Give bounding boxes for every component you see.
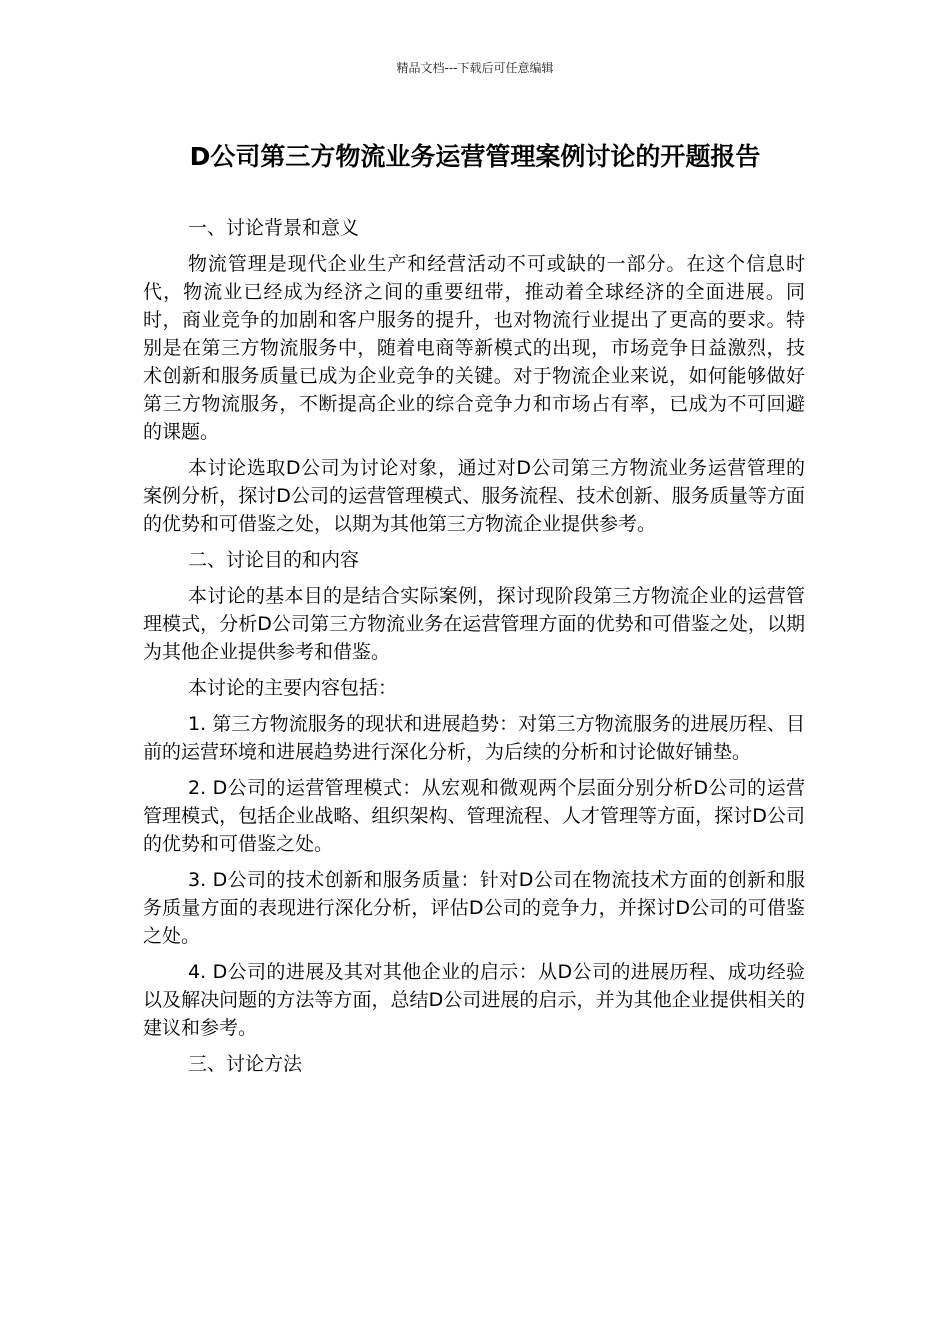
- section-heading-objectives: 二、讨论目的和内容: [188, 549, 360, 571]
- document-title: D公司第三方物流业务运营管理案例讨论的开题报告: [189, 142, 761, 171]
- paragraph: 本讨论选取D公司为讨论对象，通过对D公司第三方物流业务运营管理的案例分析，探讨D公司的运营管理模式、服务流程、技术创新、服务质量等方面的优势和可借鉴之处，以期为其他第三方物流企业提供参考。: [143, 457, 805, 535]
- section-heading-background: 一、讨论背景和意义: [188, 217, 360, 239]
- paragraph: 本讨论的基本目的是结合实际案例，探讨现阶段第三方物流企业的运营管理模式，分析D公司第三方物流业务在运营管理方面的优势和可借鉴之处，以期为其他企业提供参考和借鉴。: [143, 585, 805, 663]
- section-heading-methods: 三、讨论方法: [188, 1053, 303, 1075]
- list-item: 3. D公司的技术创新和服务质量：针对D公司在物流技术方面的创新和服务质量方面的表现进行深化分析，评估D公司的竞争力，并探讨D公司的可借鉴之处。: [143, 869, 805, 947]
- page-header-watermark: 精品文档---下载后可任意编辑: [396, 61, 554, 75]
- list-item: 2. D公司的运营管理模式：从宏观和微观两个层面分别分析D公司的运营管理模式，包括企业战略、组织架构、管理流程、人才管理等方面，探讨D公司的优势和可借鉴之处。: [143, 777, 805, 855]
- list-item: 4. D公司的进展及其对其他企业的启示：从D公司的进展历程、成功经验以及解决问题的方法等方面，总结D公司进展的启示，并为其他企业提供相关的建议和参考。: [143, 961, 805, 1039]
- paragraph: 物流管理是现代企业生产和经营活动不可或缺的一部分。在这个信息时代，物流业已经成为经济之间的重要纽带，推动着全球经济的全面进展。同时，商业竞争的加剧和客户服务的提升，也对物流行业提出了更高的要求。特别是在第三方物流服务中，随着电商等新模式的出现，市场竞争日益激烈，技术创新和服务质量已成为企业竞争的关键。对于物流企业来说，如何能够做好第三方物流服务，不断提高企业的综合竞争力和市场占有率，已成为不可回避的课题。: [143, 253, 805, 443]
- list-item: 1. 第三方物流服务的现状和进展趋势：对第三方物流服务的进展历程、目前的运营环境和进展趋势进行深化分析，为后续的分析和讨论做好铺垫。: [143, 713, 805, 763]
- paragraph: 本讨论的主要内容包括：: [188, 677, 398, 699]
- document-body: [143, 214, 805, 1086]
